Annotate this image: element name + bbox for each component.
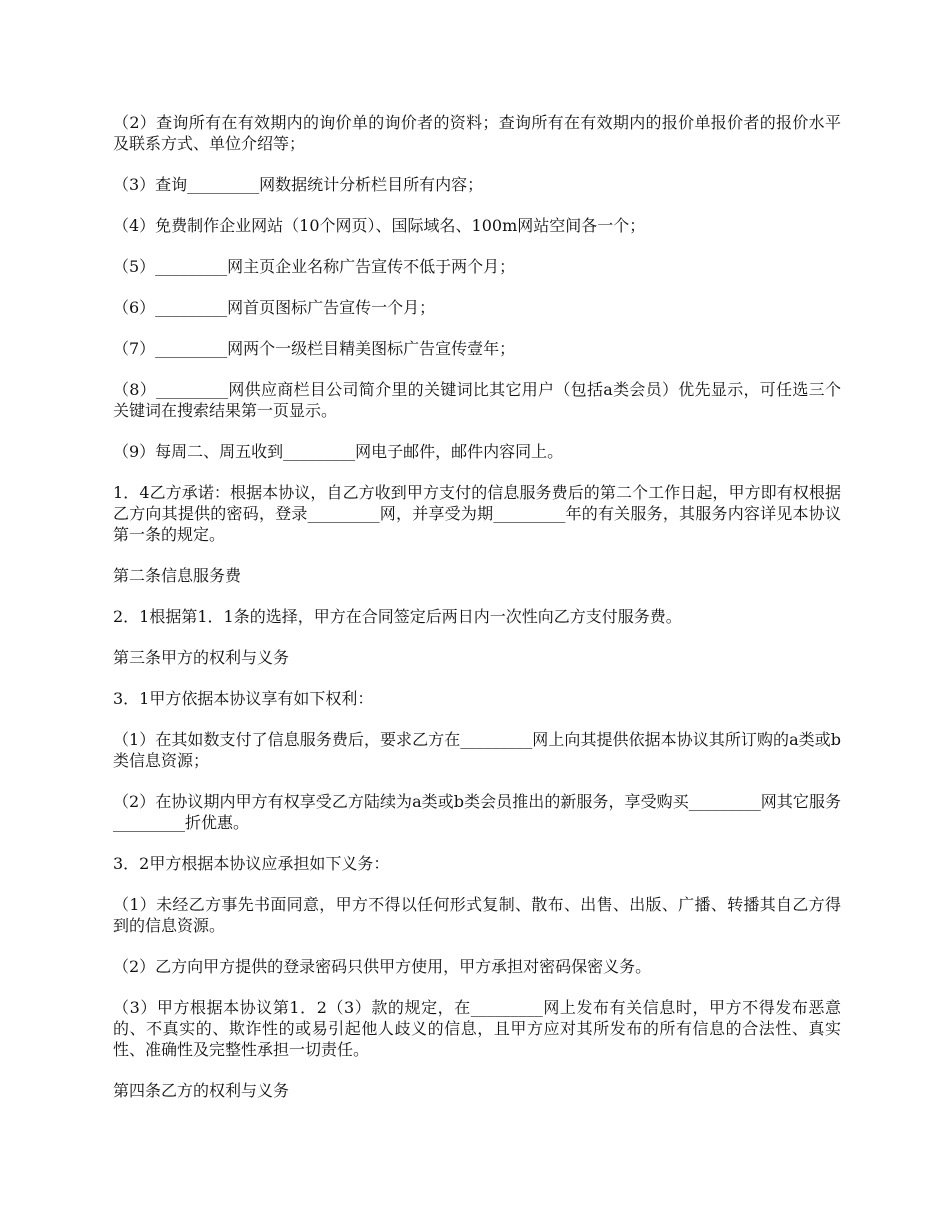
paragraph-query-inquiry-and-quotes: （2）查询所有在有效期内的询价单的询价者的资料；查询所有在有效期内的报价单报价者的报价水平及联系方式、单位介绍等；: [113, 113, 841, 153]
heading-article-4: 第四条乙方的权利与义务: [113, 1081, 290, 1100]
clause-3-1-item-1: （1）在其如数支付了信息服务费后，要求乙方在_________网上向其提供依据本协议其所订购的a类或b类信息资源；: [113, 730, 841, 770]
clause-1-4: 1．4乙方承诺：根据本协议，自乙方收到甲方支付的信息服务费后的第二个工作日起，甲方即有权根据乙方向其提供的密码，登录_________网，并享受为期_________年的有关服务，其服务内容详见本协议第一条的规定。: [113, 483, 841, 544]
paragraph-column-icon-ad: （7）_________网两个一级栏目精美图标广告宣传壹年；: [113, 339, 516, 358]
document-body: [113, 112, 841, 1121]
paragraph-homepage-name-ad: （5）_________网主页企业名称广告宣传不低于两个月；: [113, 257, 516, 276]
paragraph-email-delivery: （9）每周二、周五收到_________网电子邮件，邮件内容同上。: [113, 442, 564, 461]
paragraph-homepage-icon-ad: （6）_________网首页图标广告宣传一个月；: [113, 298, 436, 317]
paragraph-keyword-priority: （8）_________网供应商栏目公司简介里的关键词比其它用户（包括a类会员）优先显示，可任选三个关键词在搜索结果第一页显示。: [113, 380, 841, 420]
clause-3-1: 3．1甲方依据本协议享有如下权利：: [113, 689, 374, 708]
clause-2-1: 2．1根据第1．1条的选择，甲方在合同签定后两日内一次性向乙方支付服务费。: [113, 607, 682, 626]
paragraph-query-statistics: （3）查询_________网数据统计分析栏目所有内容；: [113, 175, 484, 194]
clause-3-2-item-2: （2）乙方向甲方提供的登录密码只供甲方使用，甲方承担对密码保密义务。: [113, 957, 652, 976]
clause-3-2-item-1: （1）未经乙方事先书面同意，甲方不得以任何形式复制、散布、出售、出版、广播、转播其自乙方得到的信息资源。: [113, 895, 841, 935]
paragraph-free-website: （4）免费制作企业网站（10个网页）、国际域名、100m网站空间各一个；: [113, 216, 646, 235]
heading-article-3: 第三条甲方的权利与义务: [113, 648, 290, 667]
clause-3-1-item-2: （2）在协议期内甲方有权享受乙方陆续为a类或b类会员推出的新服务，享受购买_________网其它服务_________折优惠。: [113, 792, 841, 832]
clause-3-2: 3．2甲方根据本协议应承担如下义务：: [113, 854, 390, 873]
heading-article-2: 第二条信息服务费: [113, 566, 242, 585]
clause-3-2-item-3: （3）甲方根据本协议第1．2（3）款的规定，在_________网上发布有关信息时，甲方不得发布恶意的、不真实的、欺诈性的或易引起他人歧义的信息，且甲方应对其所发布的所有信息的合法性、真实性、准确性及完整性承担一切责任。: [113, 998, 841, 1059]
